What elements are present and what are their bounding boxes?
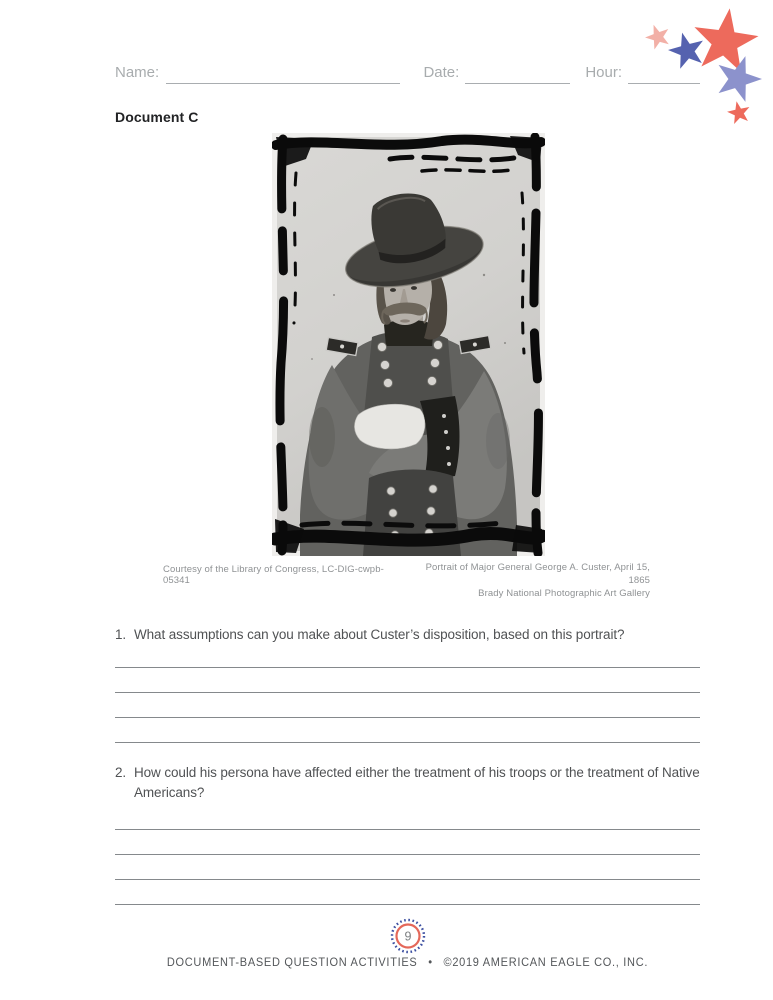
caption-title-line1: Portrait of Major General George A. Custer, April 15, 1865	[425, 562, 650, 586]
student-info-row	[115, 62, 700, 84]
page-number-badge	[389, 917, 427, 955]
name-label: Name:	[115, 64, 160, 81]
question-2-answer-lines	[115, 805, 700, 905]
name-blank-line	[166, 64, 400, 84]
hour-blank-line	[628, 64, 700, 84]
document-heading: Document C	[115, 109, 199, 125]
answer-line	[115, 643, 700, 668]
question-1-answer-lines	[115, 643, 700, 743]
caption-title-line2: Brady National Photographic Art Gallery	[478, 587, 650, 599]
answer-line	[115, 718, 700, 743]
answer-line	[115, 693, 700, 718]
date-label: Date:	[423, 64, 460, 81]
answer-line	[115, 880, 700, 905]
answer-line	[115, 830, 700, 855]
question-2-number: 2.	[115, 765, 127, 780]
hour-label: Hour:	[585, 64, 622, 81]
star-icon	[689, 4, 762, 74]
photo-captions	[115, 562, 700, 600]
page-footer	[115, 917, 700, 969]
question-2	[115, 763, 705, 804]
custer-portrait-image	[272, 133, 545, 556]
footer-series-title: DOCUMENT-BASED QUESTION ACTIVITIES	[166, 956, 418, 970]
footer-text	[167, 957, 648, 970]
star-icon	[725, 99, 752, 125]
question-2-text: How could his persona have affected either the treatment of his troops or the treatment of Native Americans?	[134, 765, 700, 801]
page-number: 9	[404, 929, 411, 944]
question-1-text: What assumptions can you make about Custer’s disposition, based on this portrait?	[134, 627, 625, 642]
star-icon	[642, 21, 673, 52]
date-blank-line	[465, 64, 570, 84]
footer-separator: •	[428, 956, 433, 970]
question-1-number: 1.	[115, 627, 127, 642]
answer-line	[115, 668, 700, 693]
caption-credit: Courtesy of the Library of Congress, LC-DIG-cwpb-05341	[163, 564, 384, 586]
answer-line	[115, 855, 700, 880]
caption-title	[406, 562, 700, 600]
custer-portrait-photo	[272, 133, 545, 556]
answer-line	[115, 805, 700, 830]
footer-copyright: ©2019 AMERICAN EAGLE CO., INC.	[443, 956, 649, 970]
